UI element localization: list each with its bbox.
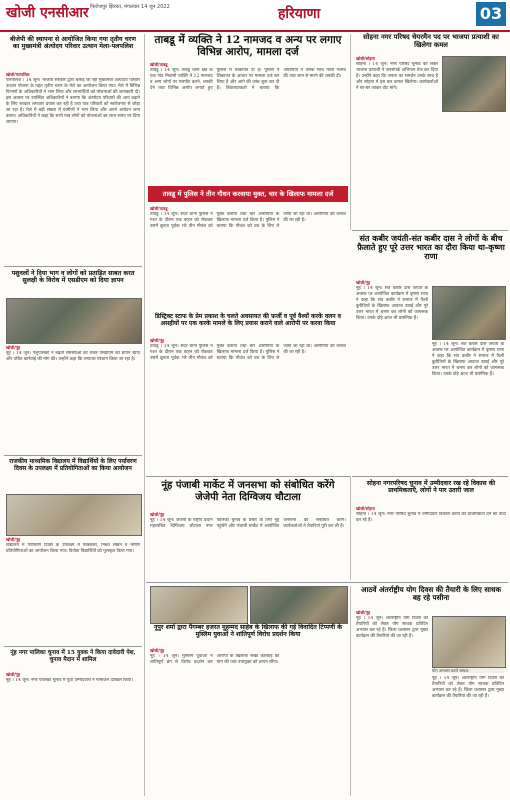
column-rule — [350, 586, 351, 796]
newspaper-logo: खोजी एनसीआर — [6, 5, 89, 21]
photo-candidate — [442, 56, 506, 112]
headline-a10: सोहना नगरपरिषद चुनाव में उम्मीदवार रख रहे विकास की प्राथमिकताएँ, लोगों ने पार उतारी जाल — [366, 480, 496, 495]
photo-memorandum — [6, 298, 142, 344]
column-rule — [350, 476, 351, 580]
body-a8: विद्यालय में पर्यावरण दिवस के उपलक्ष्य में चित्रकला, निबंध लेखन व भाषण प्रतियोगिताओं का आयोजन किया गया। विजेता विद्यार्थियों को पुरस्कृत किया गया। — [6, 543, 140, 554]
body-a1: पलपलिश । 14 जून। भाजपा सरकार द्वारा चलाई जा रही मुख्यमंत्री अंत्योदय परिवार उत्थान योजना के तहत तृतीय चरण के मेले का आयोजन किया गया। मेले में विभिन्न विभागों के अधिकारियों ने भाग लिया और लाभार्थियों को योजनाओं की जानकारी दी। इस अवसर पर उपस्थित अधिकारियों ने बताया कि अंत्योदय परिवारों की आय बढ़ाने के लिए सरकार लगातार प्रयास कर रही है तथा पात्र परिवारों को स्वरोजगार से जोड़ा जा रहा है। मेले में बड़ी संख्या में ग्रामीणों ने भाग लिया और अपने आवेदन जमा कराए। अधिकारियों ने कहा कि सभी पात्र लोगों को योजनाओं का लाभ समय पर दिया जाएगा। — [6, 78, 140, 125]
body-a13-cont: नूंह । 14 जून। अंतर्राष्ट्रीय योग दिवस की तैयारियों को लेकर योग साधक प्रतिदिन अभ्यास कर रहे हैं। जिला प्रशासन द्वारा मुख्य कार्यक्रम की तैयारियां की जा रही हैं। — [432, 676, 504, 699]
body-a5: नूंह । 14 जून। पशुपालकों ने बढ़ती समस्याओं को लेकर एसडीएम को ज्ञापन सौंपा और उचित कार्रवाई की मांग की। उन्होंने कहा कि लगातार परेशान किया जा रहा है। — [6, 351, 140, 362]
byline-a1: खोजी/पलपलिश — [6, 72, 30, 77]
headline-a9: नूंह पंजाबी मार्केट में जनसभा को संबोधित करेंगे जेजेपी नेता दिग्विजय चौटाला — [161, 480, 335, 503]
body-a12: नूंह । 14 जून। मुस्लिम युवाओं ने शांतिपूर्ण ढंग से विरोध प्रदर्शन कर आरोपी के खिलाफ सख्त कार्रवाई की मांग की तथा उपायुक्त को ज्ञापन सौंपा। — [150, 654, 280, 665]
divider — [146, 582, 508, 583]
body-a6: सोहना । 14 जून। नगर परिषद चुनाव को लेकर भाजपा प्रत्याशी ने जनसंपर्क अभियान तेज कर दिया है। उन्होंने कहा कि जनता का समर्थन उनके साथ है और सोहना में इस बार कमल खिलेगा। कार्यकर्ताओं ने घर-घर जाकर वोट मांगे। — [356, 62, 438, 91]
body-a3: तावडू । 14 जून। सदर थाना पुलिस ने गश्त के दौरान एक वाहन को रोककर उसमें क्रूरता पूर्वक भरे तीन गौवंश को मुक्त कराया तथा चार आरोपियों के खिलाफ मामला दर्ज किया है। पुलिस ने बताया कि गौवंश को वध के लिए ले जाया जा रहा था। आरोपियों की तलाश की जा रही है। — [150, 212, 346, 229]
divider — [352, 230, 508, 231]
headline-a12: नूपुर शर्मा द्वारा पैगम्बर हजरत मुहम्मद साहेब के खिलाफ की गई विवादित टिप्पणी के मुस्लिम युवाओं ने शांतिपूर्ण विरोध प्रदर्शन किया — [153, 624, 343, 639]
divider — [4, 266, 142, 267]
byline-a2: खोजी/ताबडू — [150, 62, 168, 67]
body-a4: तावडू । 14 जून। सदर थाना पुलिस ने गश्त के दौरान एक वाहन को रोककर उसमें क्रूरता पूर्वक भरे तीन गौवंश को मुक्त कराया तथा चार आरोपियों के खिलाफ मामला दर्ज किया है। पुलिस ने बताया कि गौवंश को वध के लिए ले जाया जा रहा था। आरोपियों की तलाश की जा रही है। — [150, 344, 346, 361]
byline-a12: खोजी/नूंह — [150, 648, 165, 653]
headline-a7: संत कबीर जयंती-संत कबीर दास ने लोगों के बीच फ़ैलाते हुए पूरे उत्तर भारत का दौरा किया था-कृष्णा राणा — [357, 233, 505, 262]
headline-a8: राजकीय माध्यमिक विद्यालय में विद्यार्थियों के लिए पर्यावरण दिवस के उपलक्ष्य में प्रतियोगिताओं का किया आयोजन — [9, 458, 137, 472]
byline-a11: खोजी/नूंह — [6, 672, 21, 677]
dateline: फिरोजपुर झिरका, मंगलवार 14 जून 2022 — [90, 4, 170, 10]
byline-a10: खोजी/सोहना — [356, 506, 375, 511]
body-a13: नूंह । 14 जून। अंतर्राष्ट्रीय योग दिवस की तैयारियों को लेकर योग साधक प्रतिदिन अभ्यास कर रहे हैं। जिला प्रशासन द्वारा मुख्य कार्यक्रम की तैयारियां की जा रही हैं। — [356, 616, 428, 639]
byline-a5: खोजी/नूंह — [6, 345, 21, 350]
body-a7-cont: नूंह । 14 जून। संत कबीर दास जयंती के अवसर पर आयोजित कार्यक्रम में कृष्णा राणा ने कहा कि संत कबीर ने समाज में फैली कुरीतियों के खिलाफ आवाज उठाई और पूरे उत्तर भारत में भ्रमण कर लोगों को जागरूक किया। उनके दोहे आज भी प्रासंगिक हैं। — [432, 342, 504, 377]
headline-a1: बीजेपी की स्थापना से आयोजित किया गया तृतीय चरण का मुख्यमंत्री अंत्योदय परिवार उत्थान मेला-पलपलिश — [10, 36, 136, 51]
photo-speaker — [432, 286, 506, 340]
headline-a5: पशुवलों ने दिया भाग व लोगों को प्रताड़ित साबत करत सुलक्षी के विरोध में एसडीएम को दिया ज्ञापन — [11, 270, 135, 285]
headline-a13: आठवें अंतर्राष्ट्रीय योग दिवस की तैयारी के लिए साधक बह रहे पसीना — [361, 585, 501, 603]
column-rule — [144, 34, 145, 796]
photo-protest-1 — [150, 586, 248, 624]
masthead — [0, 0, 510, 32]
body-a9: नूंह । 14 जून। जेजेपी के राष्ट्रीय प्रधान महासचिव दिग्विजय चौटाला नगर पालिका चुनाव के प्रचार के लिए नूंह पहुंचेंगे और पंजाबी मार्केट में आयोजित जनसभा को संबोधित करेंगे। कार्यकर्ताओं ने तैयारियां पूरी कर ली हैं। — [150, 518, 346, 529]
column-rule — [350, 34, 351, 230]
body-a7: नूंह । 14 जून। संत कबीर दास जयंती के अवसर पर आयोजित कार्यक्रम में कृष्णा राणा ने कहा कि संत कबीर ने समाज में फैली कुरीतियों के खिलाफ आवाज उठाई और पूरे उत्तर भारत में भ्रमण कर लोगों को जागरूक किया। उनके दोहे आज भी प्रासंगिक हैं। — [356, 286, 428, 321]
section-title: हरियाणा — [278, 6, 321, 22]
headline-a4: डिस्ट्रिक्ट स्टाफ के प्रेम प्रकाश के चलते अवसायत की फ़र्जी व पूर्व वैश्यों करके वलन व असहीयों पर एक करके मामले के लिए प्रयास कराने वाले आरोपी पर करवा किया — [155, 313, 341, 327]
photo-yoga — [432, 616, 506, 668]
byline-a13: खोजी/नूंह — [356, 610, 371, 615]
body-a10: सोहना । 14 जून। नगर परिषद चुनाव में उम्मीदवार विकास कार्यों को प्राथमिकता देने का वादा कर रहे हैं। — [356, 512, 506, 523]
caption-yoga: योग अभ्यास करते साधक — [432, 668, 504, 673]
page-number-badge: 03 — [476, 2, 506, 26]
banner-headline: तावडू में पुलिस ने तीन गौधन करवाया मुक्त, चार के खिलाफ मामला दर्ज — [148, 186, 348, 202]
body-a11: नूंह । 14 जून। नगर पालिका चुनाव में युवा उम्मीदवारों ने नामांकन दाखिल किया। — [6, 678, 133, 683]
byline-a4: खोजी/नूंह — [150, 338, 165, 343]
headline-a11: नूंह नगर पालिका चुनाव में 15 युवक ने किया दावेदारी पेश, चुनाव मैदान में शामिल — [10, 650, 136, 663]
divider — [352, 476, 508, 477]
photo-protest-2 — [250, 586, 348, 624]
body-a2: ताबडू । 14 जून। ताबडू थाना क्षेत्र के एक गांव निवासी व्यक्ति ने 12 नामजद व अन्य लोगों पर मारपीट करने, धमकी देने तथा विभिन्न आरोप लगाते हुए पुलिस में शिकायत दी है। पुलिस ने शिकायत के आधार पर मामला दर्ज कर लिया है और आगे की जांच शुरू कर दी है। शिकायतकर्ता ने बताया कि आरोपियों ने उसके साथ गाली गलौच की तथा जान से मारने की धमकी दी। — [150, 68, 346, 91]
headline-a6: सोहना नगर परिषद चेयरमैन पद पर भाजपा प्रत्याशी का खिलेगा कमल — [363, 33, 499, 49]
byline-a6: खोजी/सोहना — [356, 56, 375, 61]
divider — [4, 455, 142, 456]
divider — [146, 476, 350, 477]
byline-a3: खोजी/तावडू — [150, 206, 168, 211]
headline-a2: ताबडू में व्यक्ति ने 12 नामजद व अन्य पर लगाए विभिन्न आरोप, मामला दर्ज — [154, 34, 342, 59]
photo-school-event — [6, 494, 142, 536]
byline-a9: खोजी/नूंह — [150, 512, 165, 517]
byline-a8: खोजी/नूंह — [6, 537, 21, 542]
byline-a7: खोजी/नूंह — [356, 280, 371, 285]
divider — [4, 646, 142, 647]
